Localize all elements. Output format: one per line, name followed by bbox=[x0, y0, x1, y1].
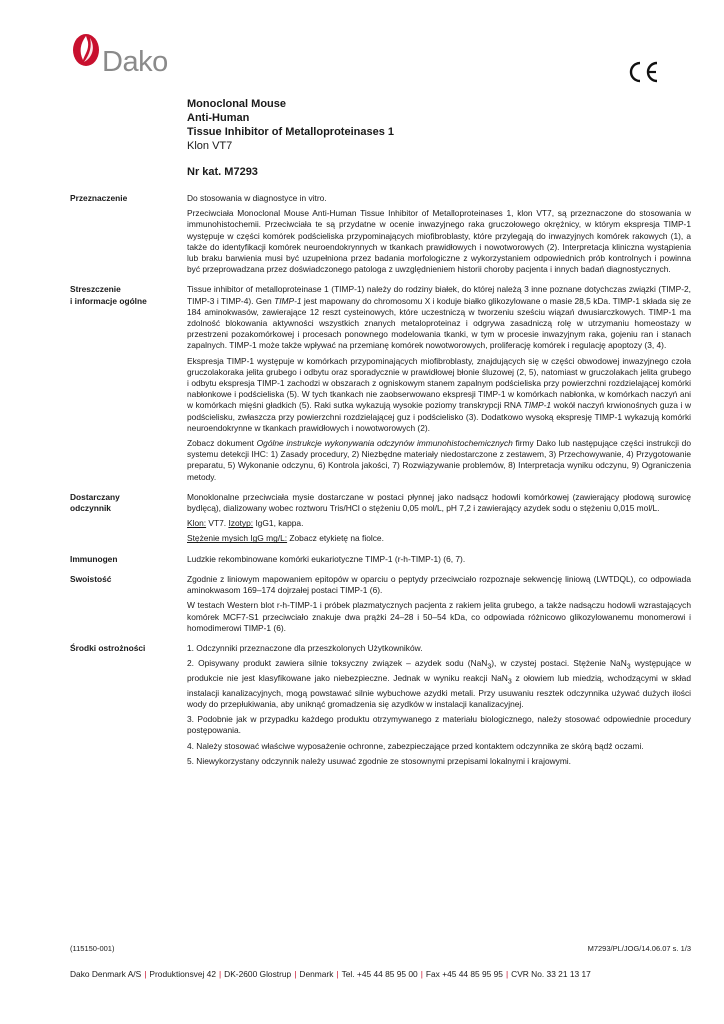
separator: | bbox=[336, 969, 339, 979]
paragraph: Zgodnie z liniowym mapowaniem epitopów w oparciu o peptydy przeciwciało rozpoznaje sekwencję liniową (LWTDQL), co odpowiada aminokwasom 169–174 dojrzałej postaci TIMP-1 (6). bbox=[187, 573, 691, 596]
clone-isotype-line: Klon: VT7. Izotyp: IgG1, kappa. bbox=[187, 518, 304, 529]
section-specificity bbox=[70, 574, 691, 634]
separator: | bbox=[144, 969, 147, 979]
paragraph: Tissue inhibitor of metalloproteinase 1 (TIMP-1) należy do rodziny białek, do której należą 3 inne poznane dotychczas związki (TIMP-2, TIMP-3 i TIMP-4). Gen TIMP-1 jest mapowany do chromosomu X i koduje białko glikozylowane o masie 28,5 kDa. TIMP-1 składa się ze 184 aminokwasów, zawierające 12 reszt cysteinowych, które uczestniczą w tworzeniu sześciu wiązań dwusiarczkowych. TIMP-1 ma zdolność blokowania aktywności wszystkich znanych metaloproteinaz i odgrywa zasadniczą rolę w utrzymaniu homeostazy w przestrzeni pozakomórkowej i procesach ponownego modelowania tkanki, w tym w procesie inwazyjnym raka, gojeniu ran i stanach zapalnych. TIMP-1 może także wpływać na przemianę komórek nowotworowych, proliferację komórek i regulację apoptozy (3, 4). bbox=[187, 284, 691, 351]
title-line-1: Monoclonal Mouse bbox=[187, 98, 286, 110]
paragraph: Przeciwciała Monoclonal Mouse Anti-Human Tissue Inhibitor of Metalloproteinases 1, klon VT7, są przeznaczone do stosowania w immunohistochemii. Przeciwciała te są przydatne w ocenie inwazyjnego raka gruczołowego okrężnicy, w którym ekspresja TIMP-1 występuje w części komórek podścieliska przypominających miofibroblasty, które przylegają do inwazyjnych komórek rakowych (1), a także do identyfikacji komórek neuroendokrynnych w tkankach prawidłowych i nowotworowych (2). Interpretacja kliniczna wystąpienia lub braku barwienia musi być uzupełniona przez badania morfologiczne z wykorzystaniem odpowiednich prób kontrolnych i powinna być przeprowadzana przez doświadczonego patologa z uwzględnieniem historii choroby pacjenta i innych badań diagnostycznych. bbox=[187, 208, 691, 275]
separator: | bbox=[294, 969, 297, 979]
footer-street: Produktionsvej 42 bbox=[149, 969, 216, 979]
concentration-line: Stężenie mysich IgG mg/L: Zobacz etykietę na fiolce. bbox=[187, 533, 384, 544]
brand-name: Dako bbox=[102, 46, 168, 78]
label-line: odczynnik bbox=[70, 503, 111, 514]
product-title bbox=[187, 97, 394, 153]
title-clone: Klon VT7 bbox=[187, 140, 233, 152]
list-item: 5. Niewykorzystany odczynnik należy usuwać zgodnie ze stosownymi przepisami lokalnymi i krajowymi. bbox=[187, 755, 571, 766]
list-item: 4. Należy stosować właściwe wyposażenie ochronne, zabezpieczające przed kontaktem odczynnika ze skórą bądź oczami. bbox=[187, 740, 644, 751]
footer-company: Dako Denmark A/S bbox=[70, 969, 142, 979]
label-line: Dostarczany bbox=[70, 491, 120, 502]
section-label: Przeznaczenie bbox=[70, 193, 128, 203]
footer-country: Denmark bbox=[299, 969, 334, 979]
section-summary bbox=[70, 284, 691, 482]
title-line-2: Anti-Human bbox=[187, 112, 250, 124]
separator: | bbox=[218, 969, 222, 979]
footer-tel: Tel. +45 44 85 95 00 bbox=[341, 969, 418, 979]
paragraph: W testach Western blot r-h-TIMP-1 i próbek plazmatycznych pacjenta z rakiem jelita grubego, a także nadsączu hodowli wzrastających komórek MCF7-S1 przeciwciało znakuje dwa prążki 24–28 i 50–54 kDa, co odpowiada różnicowo glikozylowanemu monomerowi i homodimerowi TIMP-1 (6). bbox=[187, 600, 691, 633]
footer-city: DK-2600 Glostrup bbox=[224, 969, 292, 979]
section-purpose bbox=[70, 193, 691, 275]
section-immunogen bbox=[70, 554, 691, 565]
label-line: Streszczenie bbox=[70, 284, 121, 295]
title-line-3: Tissue Inhibitor of Metalloproteinases 1 bbox=[187, 126, 395, 138]
paragraph: Do stosowania w diagnostyce in vitro. bbox=[187, 193, 327, 203]
section-precautions bbox=[70, 643, 691, 767]
company-footer bbox=[70, 969, 591, 979]
section-label: Immunogen bbox=[70, 553, 118, 564]
list-item: 2. Opisywany produkt zawiera silnie toksyczny związek – azydek sodu (NaN$_3$), w czystej postaci. Stężenie NaN$_3$ występujące w produkcie nie jest klasyfikowane jako niebezpieczne. Jednak w wyniku reakcji NaN$_3$ z ołowiem lub miedzią, wchodzącymi w skład instalacji kanalizacyjnych, mogą powstawać silnie wybuchowe azydki metali. Przy usuwaniu resztek odczynnika używać dużych ilości wody do przepłukiwania, aby uniknąć gromadzenia się azydków w instalacji kanalizacyjnej. bbox=[187, 658, 692, 710]
section-reagent bbox=[70, 492, 691, 545]
footer-fax: Fax +45 44 85 95 95 bbox=[425, 969, 503, 979]
page-reference: M7293/PL/JOG/14.06.07 s. 1/3 bbox=[587, 944, 691, 953]
paragraph: Ludzkie rekombinowane komórki eukariotyczne TIMP-1 (r-h-TIMP-1) (6, 7). bbox=[187, 553, 466, 564]
ce-mark-icon bbox=[626, 60, 660, 84]
footer-cvr: CVR No. 33 21 13 17 bbox=[511, 969, 591, 979]
paragraph: Zobacz dokument Ogólne instrukcje wykonywania odczynów immunohistochemicznych firmy Dako lub następujące części instrukcji do systemu detekcji IHC: 1) Zasady procedury, 2) Niezbędne materiały niedostarczone z zestawem, 3) Przechowywanie, 4) Przygotowanie preparatu, 5) Wykonanie odczynu, 6) Kontrola jakości, 7) Rozwiązywanie problemów, 8) Interpretacja wyniku odczynu, 9) Ograniczenia metody. bbox=[187, 438, 691, 482]
label-line: i informacje ogólne bbox=[70, 295, 147, 306]
separator: | bbox=[420, 969, 423, 979]
catalog-number: Nr kat. M7293 bbox=[187, 166, 258, 178]
paragraph: Monoklonalne przeciwciała mysie dostarczane w postaci płynnej jako nadsącz hodowli komórkowej (zawierający płodową surowicę bydlęcą), dializowany wobec roztworu Tris/HCl o stężeniu 0,05 mol/L, pH 7,2 i zawierający azydek sodu o stężeniu 0,015 mol/L. bbox=[187, 491, 691, 514]
section-label bbox=[70, 492, 187, 545]
separator: | bbox=[505, 969, 509, 979]
section-label bbox=[70, 284, 187, 482]
document-body bbox=[70, 193, 691, 776]
document-code: (115150-001) bbox=[70, 944, 115, 953]
section-label: Swoistość bbox=[70, 573, 112, 584]
list-item: 1. Odczynniki przeznaczone dla przeszkolonych Użytkowników. bbox=[187, 642, 423, 653]
section-label: Środki ostrożności bbox=[70, 642, 146, 653]
paragraph: Ekspresja TIMP-1 występuje w komórkach przypominających miofibroblasty, znajdujących się w części obwodowej inwazyjnego czoła gruczolakoraka jelita grubego i odbytu oraz sporadycznie w prawidłowej błonie śluzowej (2, 5), natomiast w gruczolakach jelita grubego i odbytu ekspresja TIMP-1 zachodzi w obszarach z ogniskowym stanem zapalnym podścieliska przy powierzchni rozdzielającej komórki nabłonkowe i podścieliska (5). W tych tkankach nie zaobserwowano ekspresji TIMP-1 w komórkach nabłonka, w komórkach naczyń ani w komórkach mięśni gładkich (5). Raki sutka wykazują wysokie poziomy transkrypcji RNA TIMP-1 wokół naczyń krwionośnych guza i w podścielisku, zwłaszcza przy powierzchni rozdzielającej guz i podścielisko (3). Dodatkowo wysoką ekspresję TIMP-1 wykazują komórki neuroendokrynne w tkankach prawidłowych i nowotworowych (2). bbox=[187, 355, 691, 433]
list-item: 3. Podobnie jak w przypadku każdego produktu otrzymywanego z materiału biologicznego, należy stosować odpowiednie procedury postępowania. bbox=[187, 714, 691, 736]
